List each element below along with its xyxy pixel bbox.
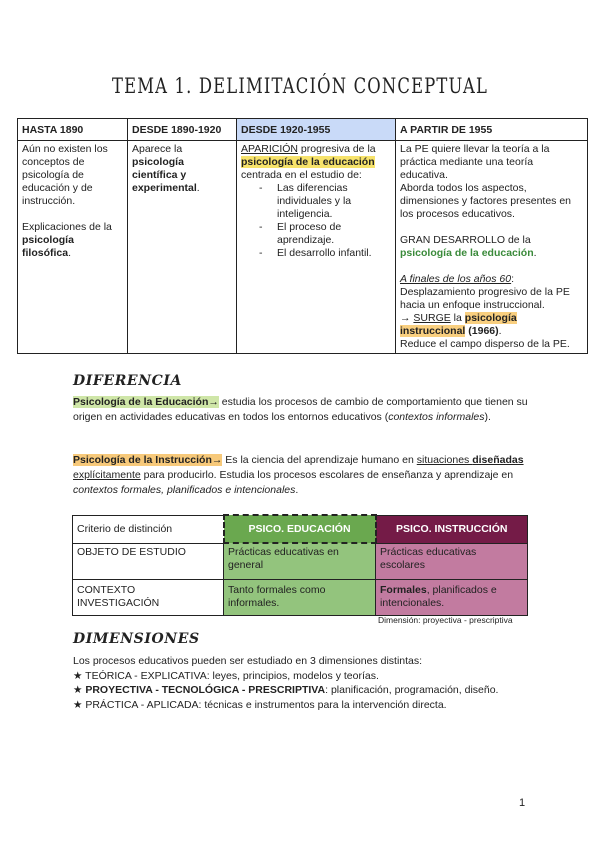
timeline-cell-a-partir-1955 bbox=[396, 141, 588, 354]
comparison-table bbox=[72, 514, 528, 616]
list-item: - El proceso de aprendizaje. bbox=[277, 221, 391, 247]
highlight-psicologia-instruccional: psicología instruccional bbox=[400, 312, 517, 337]
timeline-cell-1920-1955 bbox=[237, 141, 396, 354]
timeline-header-row bbox=[18, 119, 588, 141]
dimension-note: Dimensión: proyectiva - prescriptiva bbox=[378, 615, 513, 625]
timeline-header-4: A PARTIR DE 1955 bbox=[396, 119, 588, 141]
col4-paragraph-4: A finales de los años 60: bbox=[400, 273, 515, 285]
list-item: ★ PRÁCTICA - APLICADA: técnicas e instrumentos para la intervención directa. bbox=[73, 698, 447, 711]
col1-paragraph-1: Aún no existen los conceptos de psicología de educación y de instrucción. bbox=[22, 143, 108, 207]
psico-educacion-header: PSICO. EDUCACIÓN bbox=[224, 515, 376, 543]
col3-list bbox=[241, 182, 391, 260]
col3-paragraph: APARICIÓN progresiva de la psicología de la educación centrada en el estudio de: bbox=[241, 143, 376, 181]
col4-paragraph-1: La PE quiere llevar la teoría a la práctica mediante una teoría educativa. bbox=[400, 143, 550, 181]
highlight-psicologia-instruccion-def: Psicología de la Instrucción→ bbox=[73, 454, 223, 466]
timeline-header-3: DESDE 1920-1955 bbox=[237, 119, 396, 141]
col4-paragraph-5: → SURGE la psicología instruccional (1966). bbox=[400, 312, 517, 337]
col4-paragraph-4-text: Desplazamiento progresivo de la PE hacia un enfoque instruccional. bbox=[400, 286, 570, 311]
row-label-objeto: OBJETO DE ESTUDIO bbox=[73, 543, 224, 579]
timeline-cell-1890-1920: Aparece la psicología científica y experimental. bbox=[128, 141, 237, 354]
dimensiones-intro: Los procesos educativos pueden ser estudiado en 3 dimensiones distintas: bbox=[73, 655, 423, 667]
timeline-cell-hasta-1890 bbox=[18, 141, 128, 354]
col1-paragraph-2: Explicaciones de la psicología filosófica. bbox=[22, 221, 112, 259]
col2-bold-term: psicología científica y experimental bbox=[132, 156, 197, 194]
contexto-instruccion-cell: Formales, planificados e intencionales. bbox=[376, 579, 528, 615]
star-icon: ★ bbox=[73, 669, 83, 682]
star-icon: ★ bbox=[73, 684, 83, 696]
highlight-psicologia-educacion: psicología de la educación bbox=[241, 156, 375, 168]
highlight-psicologia-educacion-def: Psicología de la Educación→ bbox=[73, 396, 219, 408]
objeto-educacion-cell: Prácticas educativas en general bbox=[224, 543, 376, 579]
list-item: ★ PROYECTIVA - TECNOLÓGICA - PRESCRIPTIVA: planificación, programación, diseño. bbox=[73, 684, 499, 696]
criterio-header: Criterio de distinción bbox=[73, 515, 224, 543]
page-title: TEMA 1. DELIMITACIÓN CONCEPTUAL bbox=[111, 74, 489, 98]
col4-paragraph-3: GRAN DESARROLLO de la psicología de la educación. bbox=[400, 234, 537, 259]
contexto-educacion-cell: Tanto formales como informales. bbox=[224, 579, 376, 615]
star-icon: ★ bbox=[73, 698, 83, 711]
psico-instruccion-header: PSICO. INSTRUCCIÓN bbox=[376, 515, 528, 543]
timeline-content-row bbox=[18, 141, 588, 354]
dimensiones-heading: DIMENSIONES bbox=[73, 631, 200, 647]
list-item: - Las diferencias individuales y la inteligencia. bbox=[277, 182, 391, 221]
col4-paragraph-6: Reduce el campo disperso de la PE. bbox=[400, 338, 570, 350]
table-row bbox=[73, 579, 528, 615]
dimensiones-list bbox=[73, 654, 543, 712]
timeline-header-2: DESDE 1890-1920 bbox=[128, 119, 237, 141]
objeto-instruccion-cell: Prácticas educativas escolares bbox=[376, 543, 528, 579]
comparison-header-row bbox=[73, 515, 528, 543]
list-item: - El desarrollo infantil. bbox=[277, 247, 391, 260]
col4-paragraph-2: Aborda todos los aspectos, dimensiones y factores presentes en los procesos educativos. bbox=[400, 182, 572, 220]
diferencia-paragraph-1: Psicología de la Educación→ estudia los procesos de cambio de comportamiento que tienen su origen en actividades educativas en todos los entornos educativos (contextos informales). bbox=[73, 396, 528, 423]
list-item: ★ TEÓRICA - EXPLICATIVA: leyes, principios, modelos y teorías. bbox=[73, 669, 379, 682]
table-row bbox=[73, 543, 528, 579]
page-number: 1 bbox=[519, 797, 526, 809]
timeline-table bbox=[17, 118, 588, 354]
row-label-contexto: CONTEXTO INVESTIGACIÓN bbox=[73, 579, 224, 615]
diferencia-paragraph-2: Psicología de la Instrucción→ Es la ciencia del aprendizaje humano en situaciones diseñadas explícitamente para producirlo. Estudia los procesos escolares de enseñanza y aprendizaje en contextos formales, planificados e intencionales. bbox=[73, 454, 524, 496]
timeline-header-1: HASTA 1890 bbox=[18, 119, 128, 141]
diferencia-heading: DIFERENCIA bbox=[73, 373, 182, 389]
